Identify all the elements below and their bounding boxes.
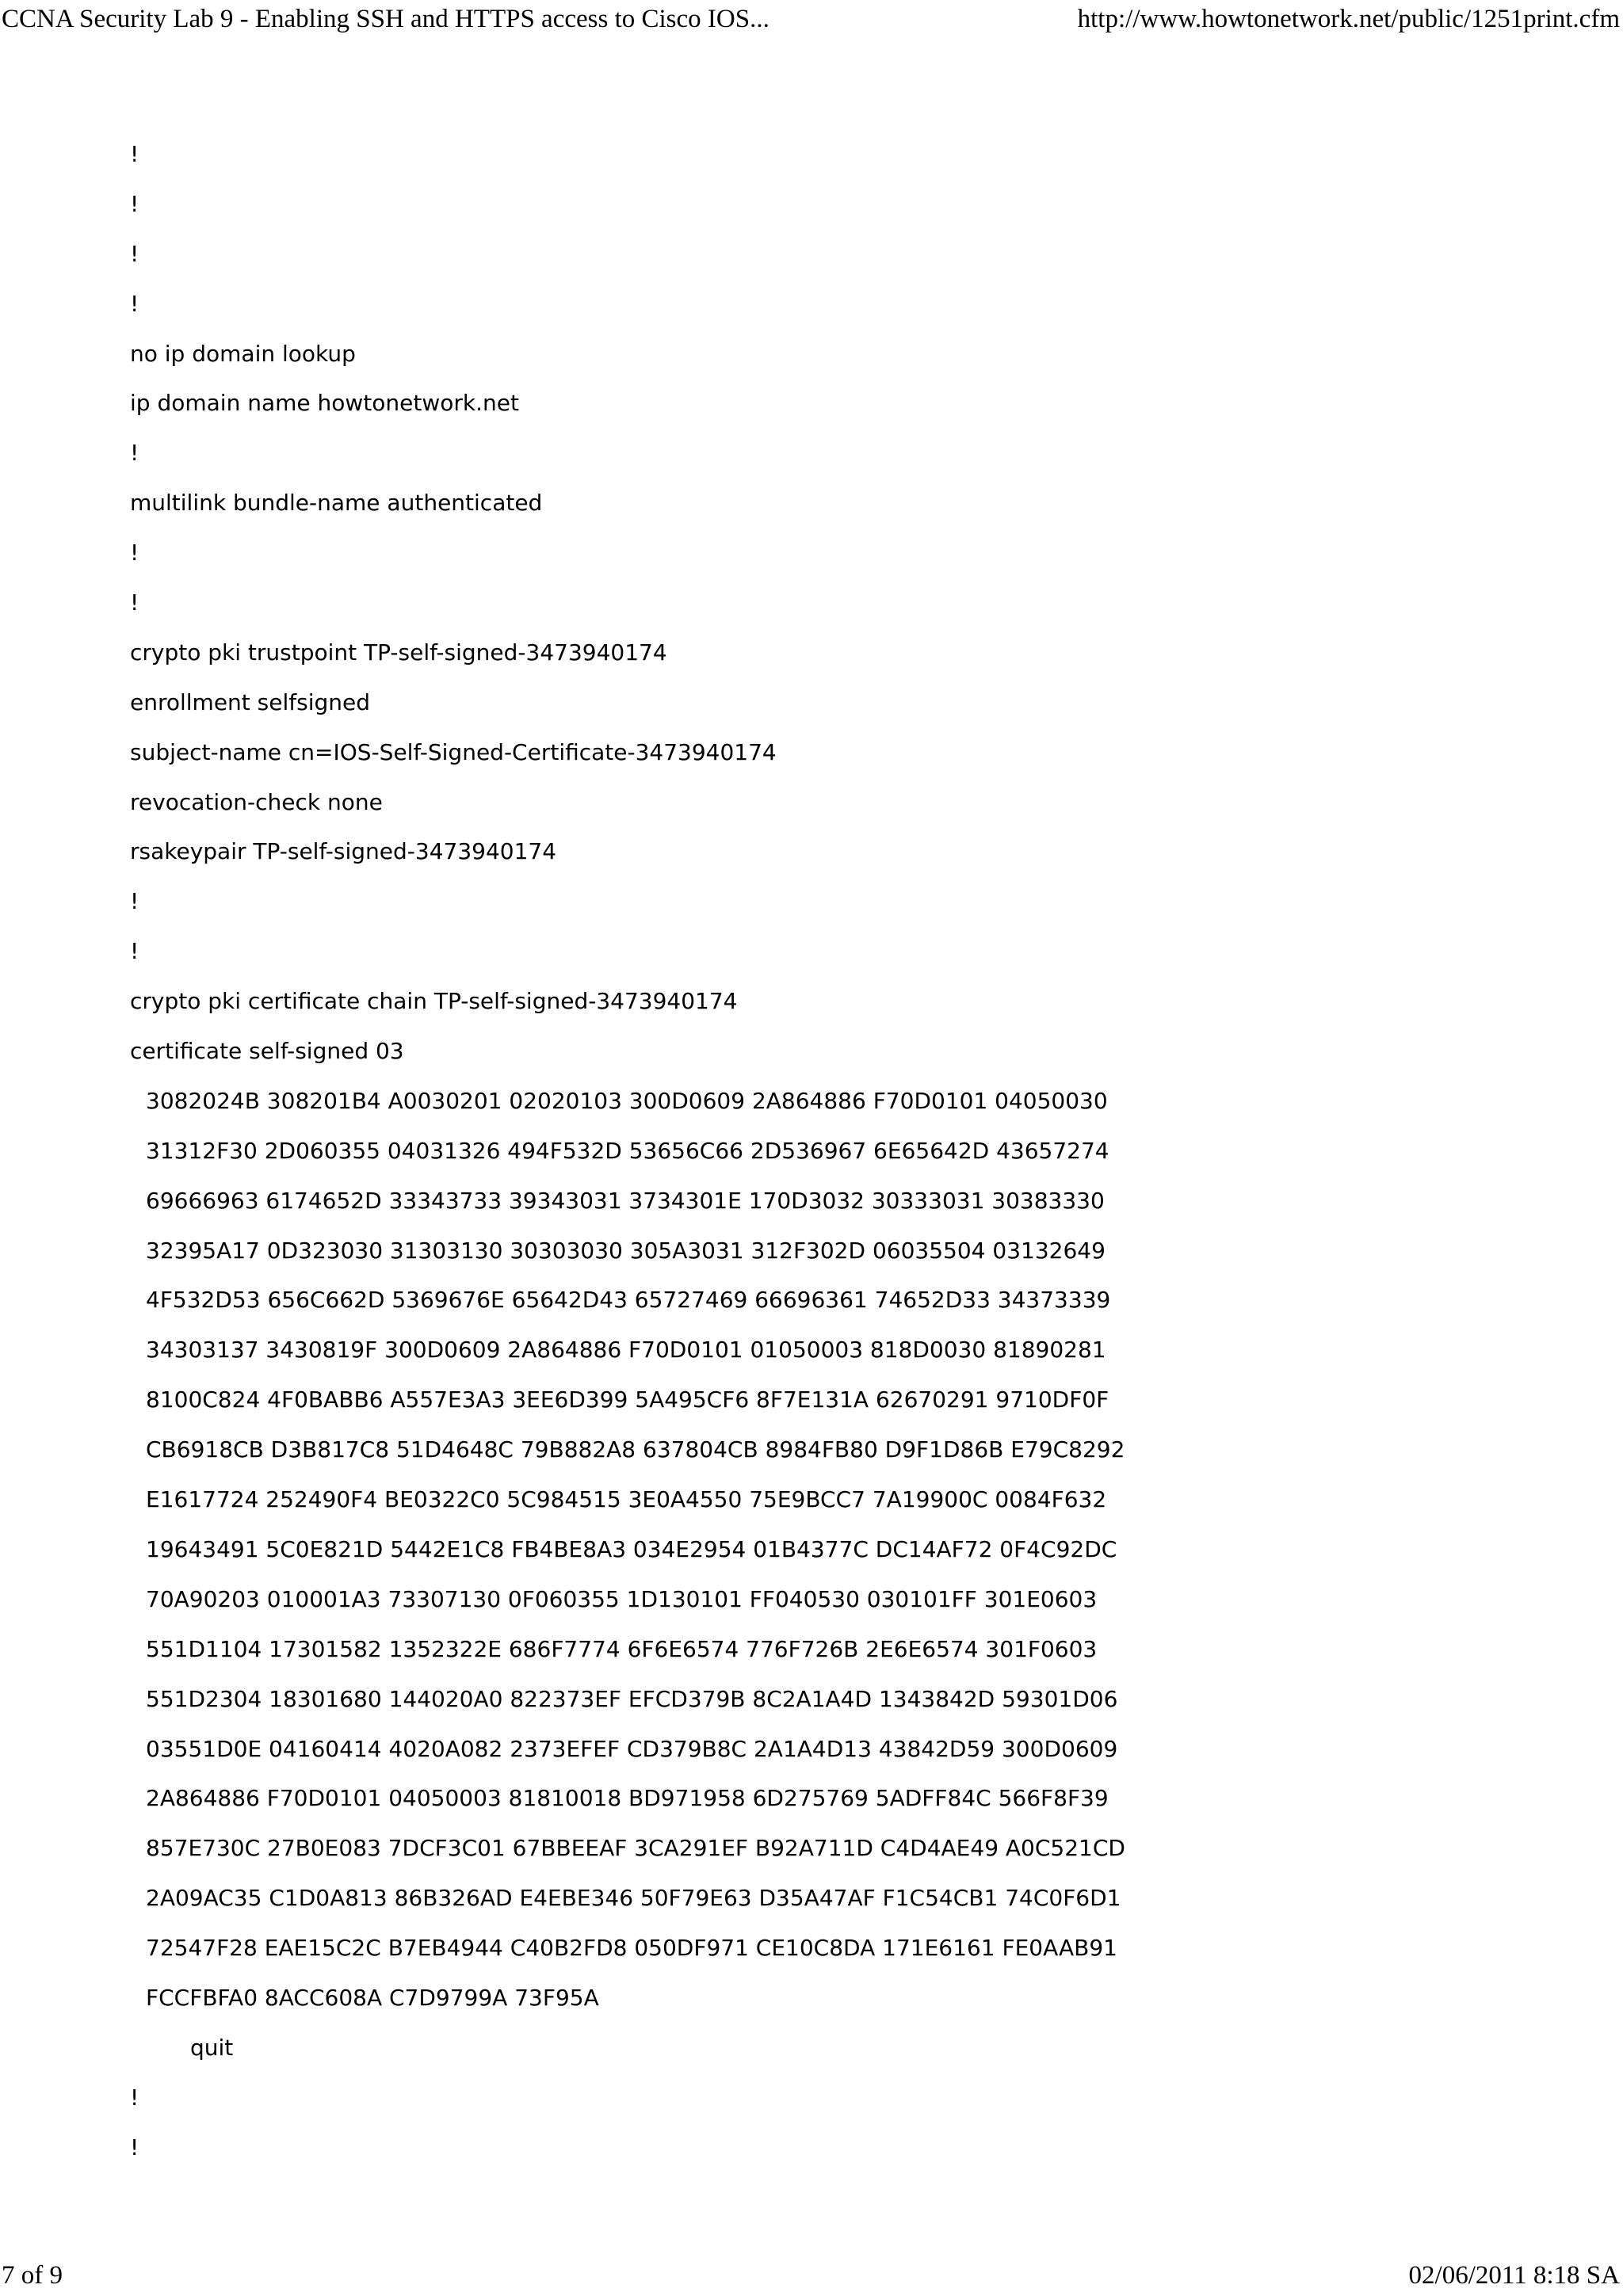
certificate-hex-line: 69666963 6174652D 33343733 39343031 3734301E 170D3032 30333031 30383330	[146, 1187, 1105, 1214]
certificate-hex-line: 31312F30 2D060355 04031326 494F532D 53656C66 2D536967 6E65642D 43657274	[146, 1137, 1109, 1164]
config-line: !	[130, 190, 139, 217]
certificate-hex-line: 34303137 3430819F 300D0609 2A864886 F70D0101 01050003 818D0030 81890281	[146, 1337, 1106, 1363]
config-line: crypto pki trustpoint TP-self-signed-3473940174	[130, 639, 667, 666]
config-line: !	[130, 240, 139, 267]
config-listing	[130, 143, 1493, 2186]
config-line: enrollment selfsigned	[130, 688, 371, 715]
config-line: crypto pki certificate chain TP-self-signed-3473940174	[130, 988, 738, 1015]
config-line: !	[130, 888, 139, 915]
config-line: !	[130, 938, 139, 965]
page-title: CCNA Security Lab 9 - Enabling SSH and HTTPS access to Cisco IOS...	[2, 5, 769, 33]
certificate-hex-line: 4F532D53 656C662D 5369676E 65642D43 65727469 66696361 74652D33 34373339	[146, 1287, 1111, 1314]
certificate-hex-line: 70A90203 010001A3 73307130 0F060355 1D130101 FF040530 030101FF 301E0603	[146, 1585, 1098, 1612]
certificate-hex-line: 2A864886 F70D0101 04050003 81810018 BD971958 6D275769 5ADFF84C 566F8F39	[146, 1785, 1109, 1812]
certificate-hex-line: 2A09AC35 C1D0A813 86B326AD E4EBE346 50F79E63 D35A47AF F1C54CB1 74C0F6D1	[146, 1885, 1121, 1912]
print-datetime: 02/06/2011 8:18 SA	[1408, 2261, 1620, 2290]
certificate-hex-line: 19643491 5C0E821D 5442E1C8 FB4BE8A3 034E2954 01B4377C DC14AF72 0F4C92DC	[146, 1535, 1117, 1562]
certificate-hex-line: 03551D0E 04160414 4020A082 2373EFEF CD379B8C 2A1A4D13 43842D59 300D0609	[146, 1735, 1118, 1762]
config-line: !	[130, 141, 139, 167]
config-line: !	[130, 2134, 139, 2161]
certificate-hex-line: E1617724 252490F4 BE0322C0 5C984515 3E0A4550 75E9BCC7 7A19900C 0084F632	[146, 1486, 1107, 1513]
config-line: !	[130, 290, 139, 317]
config-line: revocation-check none	[130, 788, 383, 815]
config-line: !	[130, 589, 139, 616]
certificate-hex-line: CB6918CB D3B817C8 51D4648C 79B882A8 637804CB 8984FB80 D9F1D86B E79C8292	[146, 1436, 1125, 1463]
certificate-hex-line: 857E730C 27B0E083 7DCF3C01 67BBEEAF 3CA291EF B92A711D C4D4AE49 A0C521CD	[146, 1835, 1125, 1862]
config-line: !	[130, 440, 139, 467]
config-line: ip domain name howtonetwork.net	[130, 390, 519, 417]
config-line: rsakeypair TP-self-signed-3473940174	[130, 838, 557, 865]
config-line-quit: quit	[190, 2034, 234, 2061]
certificate-hex-line: 551D2304 18301680 144020A0 822373EF EFCD379B 8C2A1A4D 1343842D 59301D06	[146, 1685, 1118, 1712]
page-number: 7 of 9	[2, 2261, 63, 2290]
certificate-hex-line: 32395A17 0D323030 31303130 30303030 305A3031 312F302D 06035504 03132649	[146, 1237, 1106, 1264]
certificate-hex-line: 551D1104 17301582 1352322E 686F7774 6F6E6574 776F726B 2E6E6574 301F0603	[146, 1635, 1098, 1662]
certificate-hex-line: FCCFBFA0 8ACC608A C7D9799A 73F95A	[146, 1984, 599, 2011]
certificate-hex-line: 3082024B 308201B4 A0030201 02020103 300D0609 2A864886 F70D0101 04050030	[146, 1087, 1108, 1114]
config-line: certificate self-signed 03	[130, 1038, 404, 1065]
config-line: multilink bundle-name authenticated	[130, 490, 543, 517]
config-line: subject-name cn=IOS-Self-Signed-Certificate-3473940174	[130, 738, 777, 765]
config-line: !	[130, 2084, 139, 2111]
certificate-hex-line: 72547F28 EAE15C2C B7EB4944 C40B2FD8 050DF971 CE10C8DA 171E6161 FE0AAB91	[146, 1935, 1117, 1962]
page-url: http://www.howtonetwork.net/public/1251print.cfm	[1077, 5, 1620, 33]
certificate-hex-line: 8100C824 4F0BABB6 A557E3A3 3EE6D399 5A495CF6 8F7E131A 62670291 9710DF0F	[146, 1386, 1109, 1413]
config-line: !	[130, 540, 139, 566]
config-line: no ip domain lookup	[130, 340, 356, 367]
